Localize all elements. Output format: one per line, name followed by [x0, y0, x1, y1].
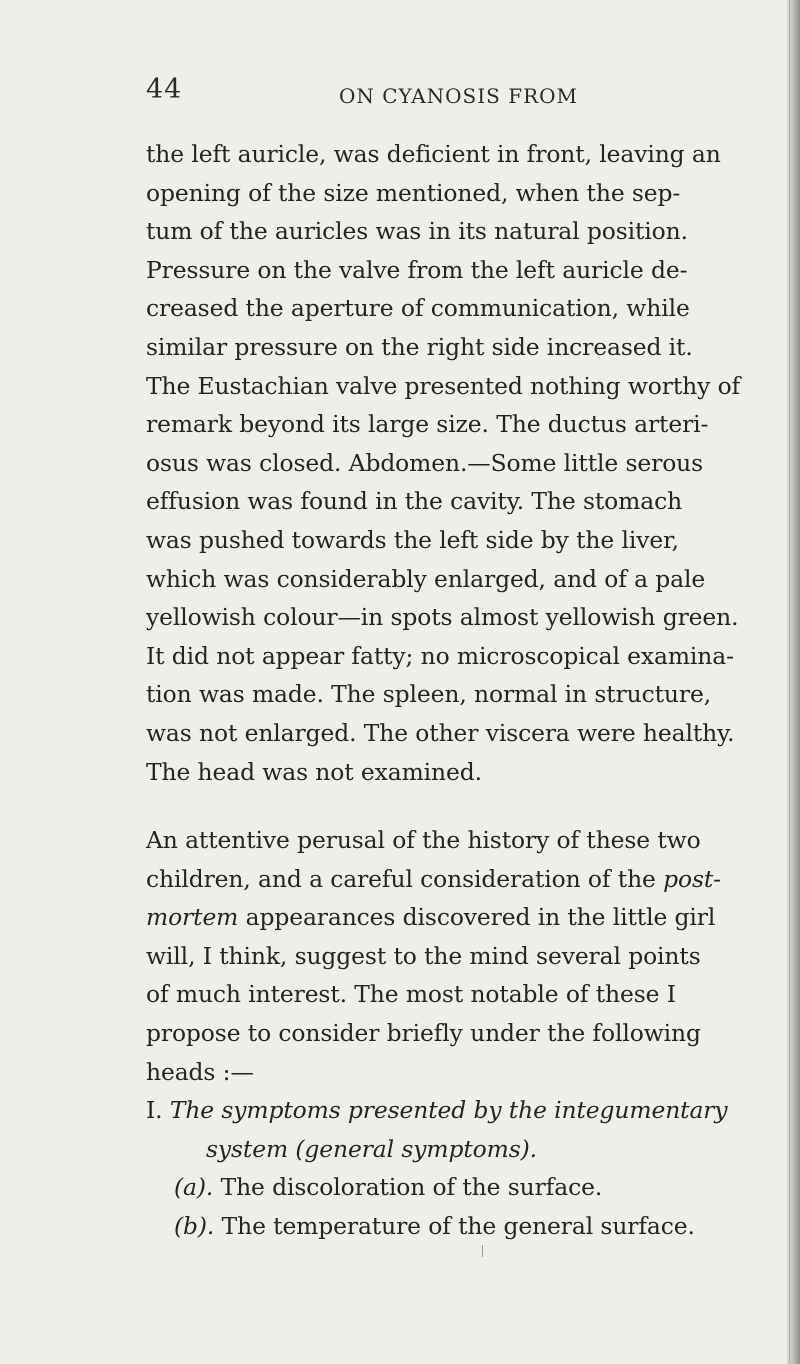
- sub-item-a-marker: (a).: [174, 1173, 214, 1202]
- text-line: osus was closed. Abdomen.—Some little serous: [146, 448, 704, 477]
- text-run: children, and a careful consideration of the: [146, 864, 664, 893]
- text-line: The Eustachian valve presented nothing worthy of: [146, 371, 741, 400]
- sub-item-a-text: The discoloration of the surface.: [213, 1173, 603, 1202]
- text-line: It did not appear fatty; no microscopical examina-: [146, 641, 734, 670]
- list-item-1: [146, 1091, 776, 1130]
- text-line: was pushed towards the left side by the liver,: [146, 525, 679, 554]
- running-head: ON CYANOSIS FROM: [339, 84, 579, 108]
- text-run: appearances discovered in the little girl: [238, 903, 716, 932]
- sub-item-b: [146, 1207, 776, 1246]
- list-item-1-title-cont: system (general symptoms).: [206, 1134, 537, 1163]
- text-line: tion was made. The spleen, normal in structure,: [146, 680, 712, 709]
- text-line: propose to consider briefly under the following: [146, 1019, 701, 1048]
- text-line: tum of the auricles was in its natural position.: [146, 217, 688, 246]
- page-number: 44: [146, 74, 183, 105]
- paragraph-1: [146, 135, 776, 791]
- list-item-1-title: The symptoms presented by the integumentary: [169, 1096, 728, 1125]
- text-line: The head was not examined.: [146, 757, 482, 786]
- italic-term-post: post-: [663, 864, 721, 893]
- sub-item-b-text: The temperature of the general surface.: [214, 1212, 695, 1241]
- text-line: heads :—: [146, 1057, 254, 1086]
- text-line: was not enlarged. The other viscera were healthy.: [146, 718, 735, 747]
- italic-term-mortem: mortem: [146, 903, 239, 932]
- paragraph-gap: [146, 791, 776, 821]
- text-line: will, I think, suggest to the mind several points: [146, 941, 701, 970]
- print-speck: [482, 1245, 483, 1257]
- text-line: of much interest. The most notable of these I: [146, 980, 676, 1009]
- list-numeral: I.: [146, 1096, 170, 1125]
- sub-item-a: [146, 1168, 776, 1207]
- text-line: remark beyond its large size. The ductus arteri-: [146, 410, 709, 439]
- body-text: [146, 135, 776, 1246]
- sub-item-b-marker: (b).: [174, 1212, 215, 1241]
- text-line: the left auricle, was deficient in front, leaving an: [146, 140, 721, 168]
- text-line: opening of the size mentioned, when the sep-: [146, 178, 681, 207]
- text-line: which was considerably enlarged, and of a pale: [146, 564, 706, 593]
- text-line: [146, 898, 776, 937]
- heading-list: [146, 1091, 776, 1245]
- text-line: [146, 860, 776, 899]
- text-line: effusion was found in the cavity. The stomach: [146, 487, 683, 516]
- page-edge-line: [789, 0, 790, 1364]
- paragraph-2: [146, 821, 776, 1091]
- text-line: similar pressure on the right side increased it.: [146, 332, 693, 361]
- text-line: Pressure on the valve from the left auricle de-: [146, 255, 688, 284]
- page-header: [0, 72, 800, 112]
- text-line: creased the aperture of communication, while: [146, 294, 690, 323]
- text-line: yellowish colour—in spots almost yellowish green.: [146, 603, 739, 632]
- text-line: An attentive perusal of the history of these two: [146, 826, 701, 855]
